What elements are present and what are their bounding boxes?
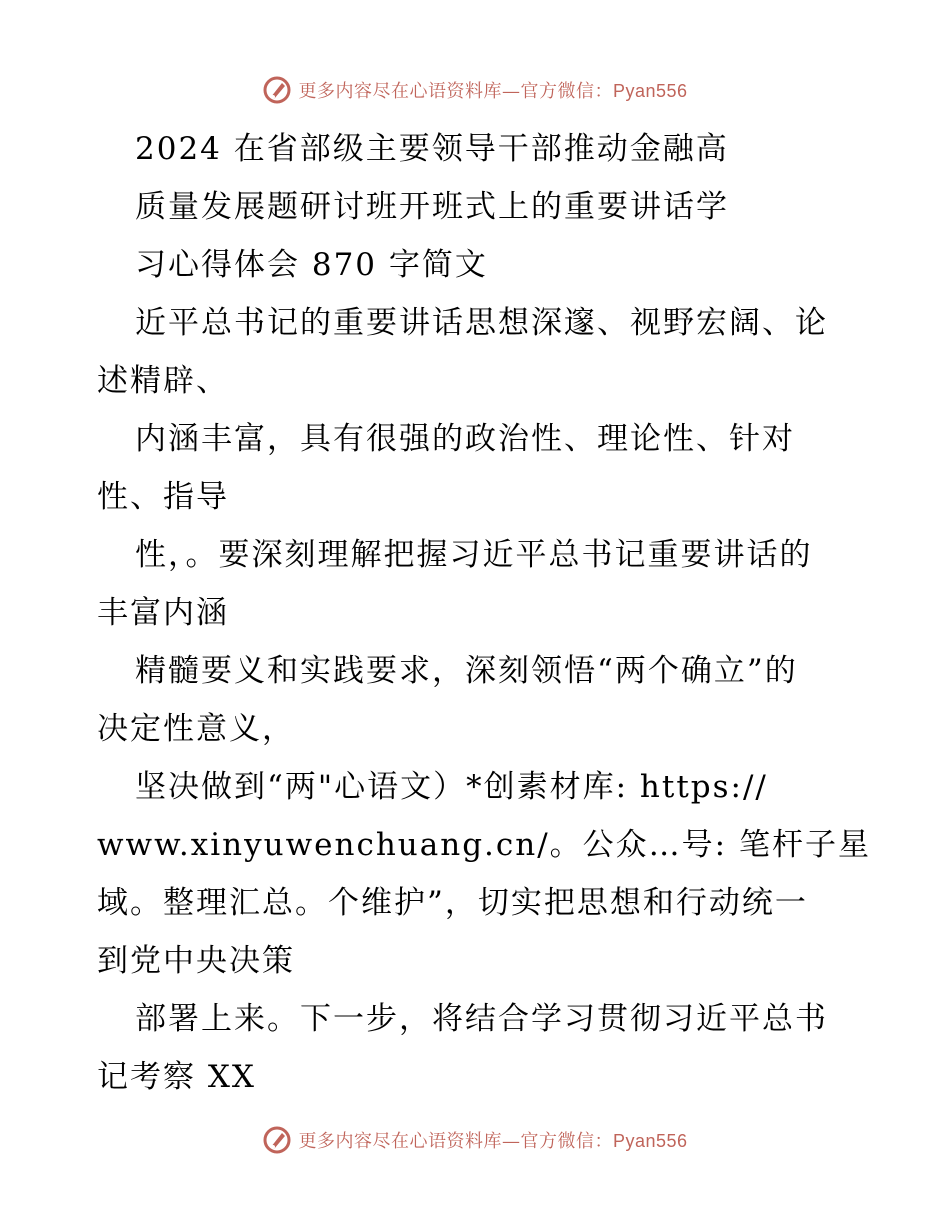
title-line: 质量发展题研讨班开班式上的重要讲话学 xyxy=(135,189,729,225)
paragraph-line: 述精辟、 xyxy=(97,363,229,399)
document-body xyxy=(97,120,871,1106)
paragraph-line: 坚决做到“两"心语文）*创素材库: https:// xyxy=(135,769,768,805)
title-line: 习心得体会 870 字简文 xyxy=(135,247,488,283)
wechat-id: Pyan556 xyxy=(612,81,688,101)
paragraph-line: 精髓要义和实践要求，深刻领悟“两个确立”的 xyxy=(135,653,798,689)
paragraph-line: 记考察 XX xyxy=(97,1059,256,1095)
document-paragraphs xyxy=(97,294,871,1106)
pen-nib-logo-icon xyxy=(262,1125,292,1155)
banner-text: 更多内容尽在心语资料库—官方微信：Pyan556 xyxy=(298,81,688,102)
banner-text: 更多内容尽在心语资料库—官方微信：Pyan556 xyxy=(298,1131,688,1152)
paragraph-line: 丰富内涵 xyxy=(97,595,229,631)
paragraph-line: 到党中央决策 xyxy=(97,943,295,979)
paragraph-line: www.xinyuwenchuang.cn/。公众…号: 笔杆子星 xyxy=(97,827,871,863)
paragraph-line: 决定性意义， xyxy=(97,711,295,747)
footer-banner xyxy=(0,1120,950,1160)
paragraph-line: 内涵丰富，具有很强的政治性、理论性、针对 xyxy=(135,421,795,457)
paragraph-line: 部署上来。下一步，将结合学习贯彻习近平总书 xyxy=(135,1001,828,1037)
document-title xyxy=(97,120,857,294)
title-line: 2024 在省部级主要领导干部推动金融高 xyxy=(135,131,729,167)
pen-nib-logo-icon xyxy=(262,75,292,105)
paragraph-line: 域。整理汇总。个维护”，切实把思想和行动统一 xyxy=(97,885,808,921)
paragraph-line: 近平总书记的重要讲话思想深邃、视野宏阔、论 xyxy=(135,305,828,341)
wechat-id: Pyan556 xyxy=(612,1131,688,1151)
header-banner xyxy=(0,70,950,110)
paragraph-line: 性、指导 xyxy=(97,479,229,515)
paragraph-line: 性，。要深刻理解把握习近平总书记重要讲话的 xyxy=(135,537,813,573)
